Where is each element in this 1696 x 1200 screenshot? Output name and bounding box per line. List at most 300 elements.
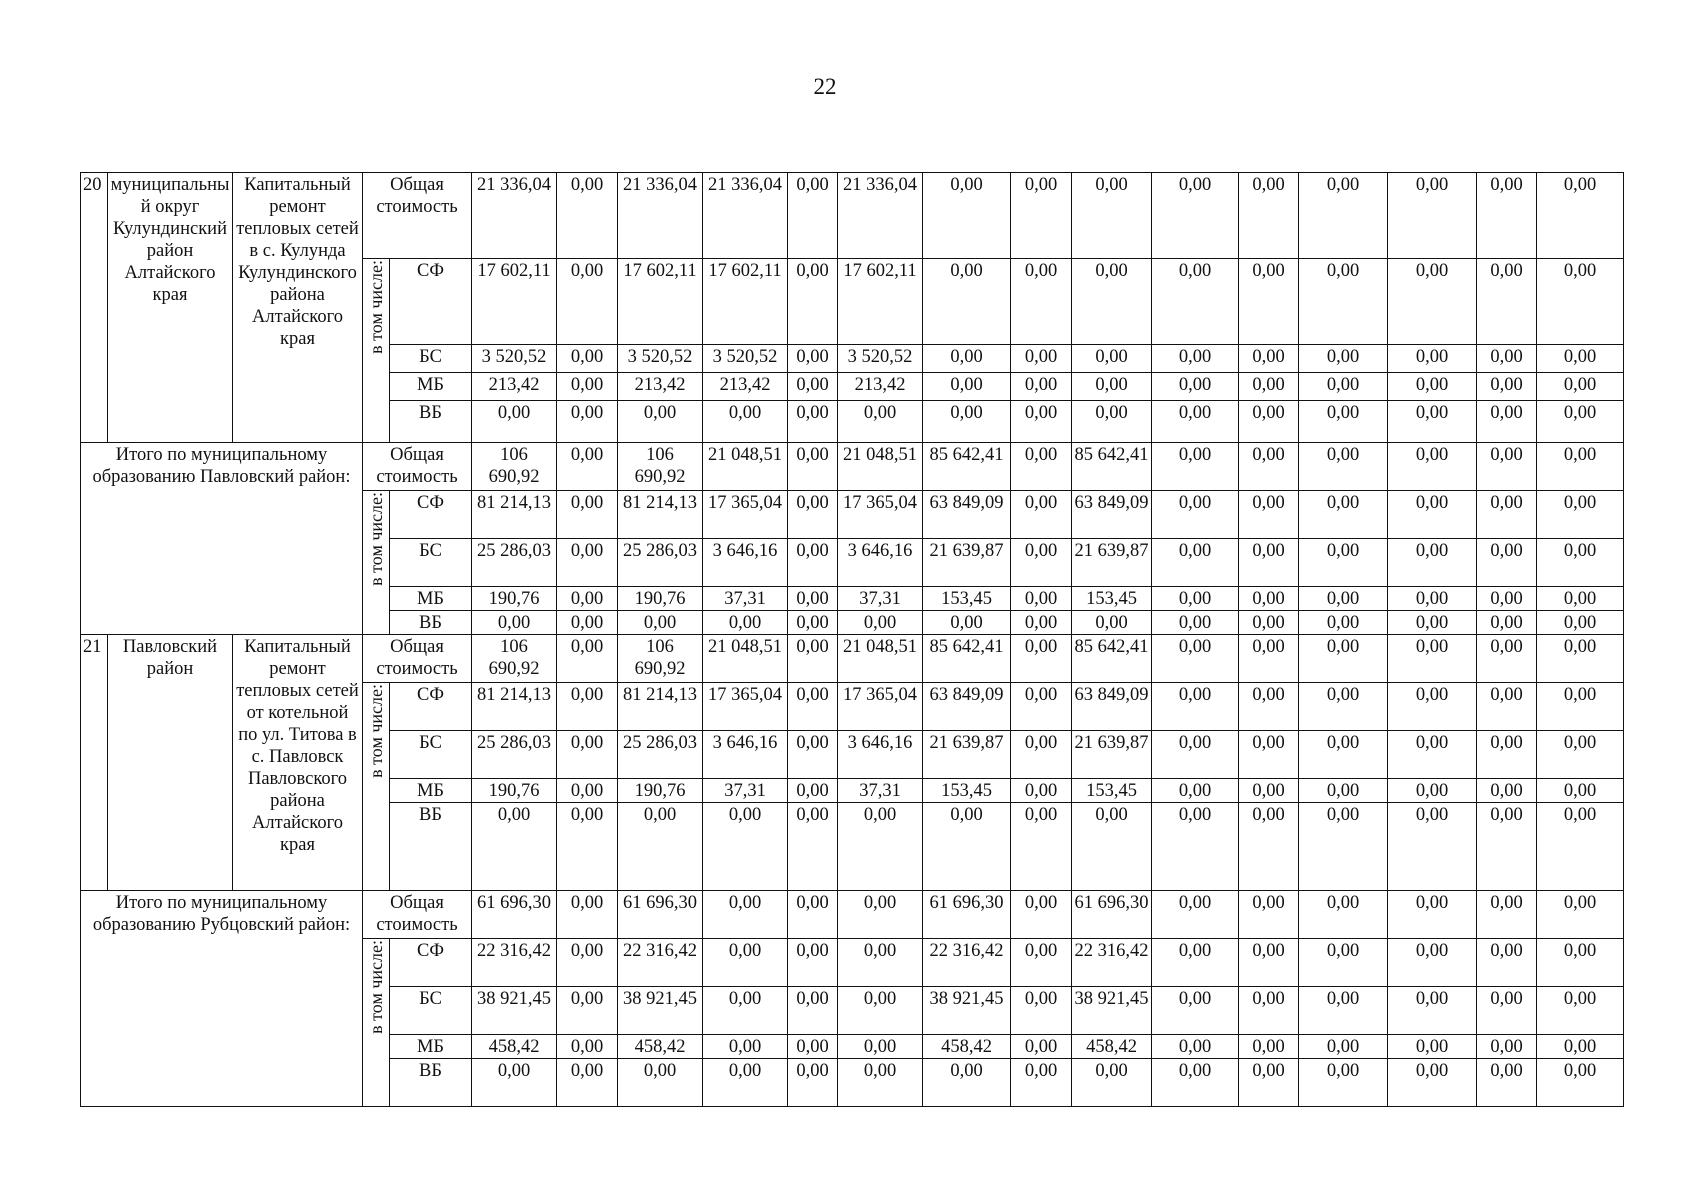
value-cell: 0,00 xyxy=(1388,443,1477,491)
value-cell: 0,00 xyxy=(1299,173,1388,259)
value-cell: 0,00 xyxy=(1239,987,1299,1035)
value-cell: 0,00 xyxy=(703,939,788,987)
value-cell: 0,00 xyxy=(788,779,838,803)
value-cell: 0,00 xyxy=(1299,1035,1388,1059)
value-cell: 0,00 xyxy=(1152,443,1239,491)
value-cell: 0,00 xyxy=(1477,539,1537,587)
value-cell: 0,00 xyxy=(1072,401,1152,443)
value-cell: 0,00 xyxy=(703,1059,788,1107)
value-cell: 458,42 xyxy=(618,1035,703,1059)
value-cell: 0,00 xyxy=(788,539,838,587)
value-cell: 0,00 xyxy=(838,803,923,891)
budget-table xyxy=(80,172,1624,1107)
value-cell: 0,00 xyxy=(1477,373,1537,401)
funding-source-label: БС xyxy=(390,731,472,779)
value-cell: 0,00 xyxy=(557,259,618,345)
value-cell: 22 316,42 xyxy=(923,939,1011,987)
value-cell: 25 286,03 xyxy=(618,731,703,779)
value-cell: 61 696,30 xyxy=(472,891,557,939)
value-cell: 0,00 xyxy=(838,611,923,635)
value-cell: 61 696,30 xyxy=(923,891,1011,939)
value-cell: 25 286,03 xyxy=(472,539,557,587)
value-cell: 213,42 xyxy=(618,373,703,401)
value-cell: 153,45 xyxy=(1072,779,1152,803)
value-cell: 0,00 xyxy=(557,173,618,259)
value-cell: 0,00 xyxy=(1239,611,1299,635)
value-cell: 0,00 xyxy=(1477,803,1537,891)
value-cell: 0,00 xyxy=(1388,373,1477,401)
value-cell: 0,00 xyxy=(1388,731,1477,779)
value-cell: 0,00 xyxy=(1152,401,1239,443)
value-cell: 0,00 xyxy=(1152,587,1239,611)
value-cell: 21 336,04 xyxy=(838,173,923,259)
value-cell: 0,00 xyxy=(618,803,703,891)
value-cell: 0,00 xyxy=(1152,683,1239,731)
value-cell: 0,00 xyxy=(788,891,838,939)
value-cell: 0,00 xyxy=(557,401,618,443)
value-cell: 106 690,92 xyxy=(618,635,703,683)
value-cell: 0,00 xyxy=(838,1059,923,1107)
value-cell: 0,00 xyxy=(1388,259,1477,345)
value-cell: 37,31 xyxy=(838,779,923,803)
value-cell: 0,00 xyxy=(1477,635,1537,683)
value-cell: 0,00 xyxy=(1299,683,1388,731)
value-cell: 37,31 xyxy=(703,587,788,611)
value-cell: 0,00 xyxy=(1239,373,1299,401)
value-cell: 0,00 xyxy=(788,635,838,683)
value-cell: 25 286,03 xyxy=(618,539,703,587)
value-cell: 190,76 xyxy=(618,779,703,803)
value-cell: 0,00 xyxy=(1477,345,1537,373)
value-cell: 17 365,04 xyxy=(703,491,788,539)
value-cell: 63 849,09 xyxy=(923,683,1011,731)
total-row xyxy=(81,443,1624,491)
value-cell: 0,00 xyxy=(1152,731,1239,779)
value-cell: 0,00 xyxy=(1477,987,1537,1035)
value-cell: 3 646,16 xyxy=(703,731,788,779)
municipality-cell: муниципальный округ Кулундинский район Алтайского края xyxy=(108,173,233,443)
value-cell: 0,00 xyxy=(923,1059,1011,1107)
value-cell: 0,00 xyxy=(703,611,788,635)
value-cell: 0,00 xyxy=(1299,539,1388,587)
value-cell: 0,00 xyxy=(838,401,923,443)
value-cell: 190,76 xyxy=(472,587,557,611)
value-cell: 153,45 xyxy=(923,587,1011,611)
value-cell: 3 646,16 xyxy=(838,539,923,587)
funding-source-label: МБ xyxy=(390,779,472,803)
value-cell: 0,00 xyxy=(1011,173,1072,259)
value-cell: 0,00 xyxy=(1388,345,1477,373)
value-cell: 0,00 xyxy=(1152,891,1239,939)
value-cell: 0,00 xyxy=(1011,683,1072,731)
value-cell: 25 286,03 xyxy=(472,731,557,779)
value-cell: 0,00 xyxy=(1299,259,1388,345)
value-cell: 21 639,87 xyxy=(923,731,1011,779)
value-cell: 0,00 xyxy=(788,491,838,539)
value-cell: 3 520,52 xyxy=(838,345,923,373)
object-number-cell: 20 xyxy=(81,173,108,443)
value-cell: 63 849,09 xyxy=(1072,683,1152,731)
value-cell: 0,00 xyxy=(1152,539,1239,587)
value-cell: 0,00 xyxy=(1388,987,1477,1035)
value-cell: 0,00 xyxy=(1011,891,1072,939)
value-cell: 0,00 xyxy=(1537,803,1624,891)
value-cell: 3 520,52 xyxy=(472,345,557,373)
value-cell: 0,00 xyxy=(1537,345,1624,373)
value-cell: 0,00 xyxy=(557,373,618,401)
value-cell: 0,00 xyxy=(1477,939,1537,987)
value-cell: 213,42 xyxy=(838,373,923,401)
funding-source-label: ВБ xyxy=(390,1059,472,1107)
in-total-label xyxy=(363,259,390,443)
value-cell: 0,00 xyxy=(1072,173,1152,259)
value-cell: 0,00 xyxy=(1072,259,1152,345)
value-cell: 0,00 xyxy=(1072,373,1152,401)
value-cell: 21 336,04 xyxy=(472,173,557,259)
value-cell: 0,00 xyxy=(1299,731,1388,779)
value-cell: 0,00 xyxy=(1239,635,1299,683)
value-cell: 0,00 xyxy=(557,939,618,987)
total-label-cell: Итого по муниципальному образованию Рубцовский район: xyxy=(81,891,363,1107)
value-cell: 0,00 xyxy=(1537,987,1624,1035)
value-cell: 0,00 xyxy=(1299,635,1388,683)
value-cell: 3 520,52 xyxy=(618,345,703,373)
value-cell: 0,00 xyxy=(1477,683,1537,731)
value-cell: 61 696,30 xyxy=(1072,891,1152,939)
value-cell: 0,00 xyxy=(1152,939,1239,987)
value-cell: 0,00 xyxy=(703,891,788,939)
value-cell: 0,00 xyxy=(1239,1035,1299,1059)
value-cell: 0,00 xyxy=(1072,611,1152,635)
value-cell: 17 602,11 xyxy=(703,259,788,345)
value-cell: 0,00 xyxy=(472,401,557,443)
value-cell: 0,00 xyxy=(1477,611,1537,635)
value-cell: 0,00 xyxy=(788,443,838,491)
value-cell: 458,42 xyxy=(472,1035,557,1059)
value-cell: 63 849,09 xyxy=(1072,491,1152,539)
value-cell: 0,00 xyxy=(1011,731,1072,779)
value-cell: 61 696,30 xyxy=(618,891,703,939)
value-cell: 17 602,11 xyxy=(472,259,557,345)
value-cell: 0,00 xyxy=(1239,443,1299,491)
value-cell: 0,00 xyxy=(557,345,618,373)
value-cell: 0,00 xyxy=(557,587,618,611)
value-cell: 0,00 xyxy=(1152,987,1239,1035)
value-cell: 106 690,92 xyxy=(472,635,557,683)
value-cell: 0,00 xyxy=(923,401,1011,443)
value-cell: 0,00 xyxy=(1477,1059,1537,1107)
value-cell: 0,00 xyxy=(1239,491,1299,539)
value-cell: 0,00 xyxy=(618,611,703,635)
value-cell: 0,00 xyxy=(1239,345,1299,373)
value-cell: 0,00 xyxy=(1152,779,1239,803)
value-cell: 0,00 xyxy=(1152,1035,1239,1059)
value-cell: 0,00 xyxy=(618,401,703,443)
value-cell: 0,00 xyxy=(1152,373,1239,401)
value-cell: 0,00 xyxy=(1072,1059,1152,1107)
value-cell: 0,00 xyxy=(1239,587,1299,611)
value-cell: 0,00 xyxy=(1299,587,1388,611)
value-cell: 0,00 xyxy=(557,539,618,587)
value-cell: 0,00 xyxy=(1239,779,1299,803)
total-cost-label: Общая стоимость xyxy=(363,173,472,259)
value-cell: 0,00 xyxy=(1011,611,1072,635)
value-cell: 21 639,87 xyxy=(1072,539,1152,587)
value-cell: 0,00 xyxy=(788,345,838,373)
value-cell: 0,00 xyxy=(788,987,838,1035)
value-cell: 0,00 xyxy=(1537,683,1624,731)
value-cell: 0,00 xyxy=(1239,731,1299,779)
value-cell: 0,00 xyxy=(1388,891,1477,939)
value-cell: 0,00 xyxy=(1011,443,1072,491)
value-cell: 0,00 xyxy=(1072,803,1152,891)
value-cell: 153,45 xyxy=(1072,587,1152,611)
value-cell: 0,00 xyxy=(1299,1059,1388,1107)
value-cell: 22 316,42 xyxy=(1072,939,1152,987)
value-cell: 0,00 xyxy=(788,587,838,611)
value-cell: 0,00 xyxy=(1537,779,1624,803)
value-cell: 0,00 xyxy=(1011,939,1072,987)
value-cell: 22 316,42 xyxy=(472,939,557,987)
value-cell: 3 646,16 xyxy=(838,731,923,779)
in-total-label xyxy=(363,683,390,891)
value-cell: 0,00 xyxy=(1477,401,1537,443)
value-cell: 0,00 xyxy=(1388,779,1477,803)
value-cell: 0,00 xyxy=(788,1035,838,1059)
value-cell: 81 214,13 xyxy=(618,683,703,731)
value-cell: 0,00 xyxy=(788,373,838,401)
value-cell: 37,31 xyxy=(703,779,788,803)
value-cell: 0,00 xyxy=(557,611,618,635)
value-cell: 0,00 xyxy=(1152,1059,1239,1107)
value-cell: 0,00 xyxy=(788,401,838,443)
value-cell: 81 214,13 xyxy=(618,491,703,539)
municipality-cell: Павловский район xyxy=(108,635,233,891)
value-cell: 458,42 xyxy=(1072,1035,1152,1059)
value-cell: 38 921,45 xyxy=(1072,987,1152,1035)
value-cell: 0,00 xyxy=(838,891,923,939)
value-cell: 0,00 xyxy=(557,635,618,683)
value-cell: 0,00 xyxy=(1477,779,1537,803)
value-cell: 0,00 xyxy=(1537,731,1624,779)
value-cell: 0,00 xyxy=(788,259,838,345)
value-cell: 0,00 xyxy=(618,1059,703,1107)
value-cell: 0,00 xyxy=(1299,987,1388,1035)
object-row xyxy=(81,173,1624,259)
value-cell: 0,00 xyxy=(1152,611,1239,635)
funding-source-label: МБ xyxy=(390,373,472,401)
value-cell: 0,00 xyxy=(1152,491,1239,539)
page-number: 22 xyxy=(813,74,837,99)
value-cell: 0,00 xyxy=(557,683,618,731)
value-cell: 17 602,11 xyxy=(838,259,923,345)
value-cell: 0,00 xyxy=(557,731,618,779)
value-cell: 0,00 xyxy=(703,1035,788,1059)
value-cell: 85 642,41 xyxy=(923,635,1011,683)
table-body xyxy=(81,173,1624,1107)
in-total-text: в том числе: xyxy=(366,492,386,586)
object-row xyxy=(81,635,1624,683)
total-cost-label: Общая стоимость xyxy=(363,635,472,683)
value-cell: 0,00 xyxy=(1239,939,1299,987)
value-cell: 0,00 xyxy=(1537,587,1624,611)
value-cell: 0,00 xyxy=(557,491,618,539)
value-cell: 0,00 xyxy=(1299,491,1388,539)
value-cell: 213,42 xyxy=(703,373,788,401)
value-cell: 0,00 xyxy=(1477,491,1537,539)
value-cell: 0,00 xyxy=(1537,373,1624,401)
value-cell: 3 646,16 xyxy=(703,539,788,587)
value-cell: 0,00 xyxy=(1299,891,1388,939)
value-cell: 0,00 xyxy=(1152,635,1239,683)
value-cell: 0,00 xyxy=(1011,1059,1072,1107)
value-cell: 190,76 xyxy=(618,587,703,611)
value-cell: 21 336,04 xyxy=(618,173,703,259)
value-cell: 0,00 xyxy=(923,259,1011,345)
value-cell: 0,00 xyxy=(1239,891,1299,939)
value-cell: 0,00 xyxy=(1011,539,1072,587)
funding-source-label: МБ xyxy=(390,587,472,611)
value-cell: 0,00 xyxy=(1537,401,1624,443)
value-cell: 0,00 xyxy=(923,173,1011,259)
value-cell: 0,00 xyxy=(1537,259,1624,345)
value-cell: 0,00 xyxy=(923,803,1011,891)
in-total-text: в том числе: xyxy=(366,260,386,354)
value-cell: 0,00 xyxy=(1011,491,1072,539)
value-cell: 0,00 xyxy=(472,1059,557,1107)
value-cell: 0,00 xyxy=(838,939,923,987)
funding-source-label: ВБ xyxy=(390,401,472,443)
value-cell: 0,00 xyxy=(788,731,838,779)
value-cell: 21 639,87 xyxy=(1072,731,1152,779)
value-cell: 0,00 xyxy=(788,611,838,635)
value-cell: 0,00 xyxy=(557,987,618,1035)
value-cell: 0,00 xyxy=(557,779,618,803)
value-cell: 0,00 xyxy=(703,987,788,1035)
value-cell: 0,00 xyxy=(1537,611,1624,635)
value-cell: 190,76 xyxy=(472,779,557,803)
value-cell: 0,00 xyxy=(1477,587,1537,611)
funding-source-label: ВБ xyxy=(390,803,472,891)
value-cell: 0,00 xyxy=(1299,345,1388,373)
funding-source-label: ВБ xyxy=(390,611,472,635)
value-cell: 0,00 xyxy=(1388,939,1477,987)
object-name-cell: Капитальный ремонт тепловых сетей в с. Кулунда Кулундинского района Алтайского края xyxy=(233,173,363,443)
value-cell: 0,00 xyxy=(1299,779,1388,803)
value-cell: 21 639,87 xyxy=(923,539,1011,587)
funding-source-label: СФ xyxy=(390,259,472,345)
value-cell: 106 690,92 xyxy=(472,443,557,491)
funding-source-label: МБ xyxy=(390,1035,472,1059)
value-cell: 0,00 xyxy=(1011,345,1072,373)
value-cell: 0,00 xyxy=(1239,401,1299,443)
value-cell: 0,00 xyxy=(1537,1059,1624,1107)
value-cell: 0,00 xyxy=(1011,779,1072,803)
value-cell: 22 316,42 xyxy=(618,939,703,987)
value-cell: 0,00 xyxy=(1239,259,1299,345)
value-cell: 0,00 xyxy=(1477,443,1537,491)
value-cell: 0,00 xyxy=(1477,259,1537,345)
value-cell: 0,00 xyxy=(1239,173,1299,259)
value-cell: 0,00 xyxy=(1299,803,1388,891)
value-cell: 21 048,51 xyxy=(838,443,923,491)
value-cell: 0,00 xyxy=(1388,683,1477,731)
value-cell: 0,00 xyxy=(1299,373,1388,401)
value-cell: 17 365,04 xyxy=(838,683,923,731)
value-cell: 0,00 xyxy=(1299,939,1388,987)
value-cell: 0,00 xyxy=(923,611,1011,635)
funding-source-label: БС xyxy=(390,539,472,587)
value-cell: 0,00 xyxy=(557,443,618,491)
value-cell: 85 642,41 xyxy=(1072,635,1152,683)
value-cell: 0,00 xyxy=(1537,173,1624,259)
value-cell: 0,00 xyxy=(557,891,618,939)
value-cell: 0,00 xyxy=(1011,587,1072,611)
value-cell: 0,00 xyxy=(923,373,1011,401)
value-cell: 0,00 xyxy=(1299,611,1388,635)
value-cell: 17 602,11 xyxy=(618,259,703,345)
value-cell: 0,00 xyxy=(788,939,838,987)
value-cell: 0,00 xyxy=(1388,539,1477,587)
value-cell: 0,00 xyxy=(1299,443,1388,491)
funding-source-label: СФ xyxy=(390,683,472,731)
value-cell: 0,00 xyxy=(1239,683,1299,731)
value-cell: 0,00 xyxy=(1537,443,1624,491)
total-cost-label: Общая стоимость xyxy=(363,443,472,491)
in-total-label xyxy=(363,939,390,1107)
total-row xyxy=(81,891,1624,939)
in-total-text: в том числе: xyxy=(366,940,386,1034)
value-cell: 0,00 xyxy=(1239,803,1299,891)
value-cell: 0,00 xyxy=(1011,373,1072,401)
value-cell: 153,45 xyxy=(923,779,1011,803)
funding-source-label: СФ xyxy=(390,491,472,539)
value-cell: 0,00 xyxy=(1011,635,1072,683)
value-cell: 37,31 xyxy=(838,587,923,611)
value-cell: 0,00 xyxy=(1537,939,1624,987)
value-cell: 106 690,92 xyxy=(618,443,703,491)
value-cell: 0,00 xyxy=(1477,173,1537,259)
value-cell: 0,00 xyxy=(1477,891,1537,939)
funding-source-label: БС xyxy=(390,345,472,373)
value-cell: 0,00 xyxy=(1388,1059,1477,1107)
value-cell: 0,00 xyxy=(1011,1035,1072,1059)
value-cell: 0,00 xyxy=(1239,1059,1299,1107)
value-cell: 0,00 xyxy=(703,803,788,891)
value-cell: 458,42 xyxy=(923,1035,1011,1059)
value-cell: 0,00 xyxy=(557,1035,618,1059)
value-cell: 17 365,04 xyxy=(838,491,923,539)
value-cell: 38 921,45 xyxy=(618,987,703,1035)
value-cell: 81 214,13 xyxy=(472,683,557,731)
value-cell: 0,00 xyxy=(788,803,838,891)
value-cell: 0,00 xyxy=(1477,1035,1537,1059)
value-cell: 17 365,04 xyxy=(703,683,788,731)
value-cell: 0,00 xyxy=(557,803,618,891)
value-cell: 213,42 xyxy=(472,373,557,401)
value-cell: 63 849,09 xyxy=(923,491,1011,539)
value-cell: 0,00 xyxy=(788,1059,838,1107)
value-cell: 0,00 xyxy=(472,611,557,635)
value-cell: 81 214,13 xyxy=(472,491,557,539)
value-cell: 0,00 xyxy=(1011,401,1072,443)
value-cell: 0,00 xyxy=(1299,401,1388,443)
value-cell: 38 921,45 xyxy=(472,987,557,1035)
value-cell: 0,00 xyxy=(838,1035,923,1059)
object-number-cell: 21 xyxy=(81,635,108,891)
value-cell: 0,00 xyxy=(703,401,788,443)
value-cell: 21 048,51 xyxy=(703,443,788,491)
